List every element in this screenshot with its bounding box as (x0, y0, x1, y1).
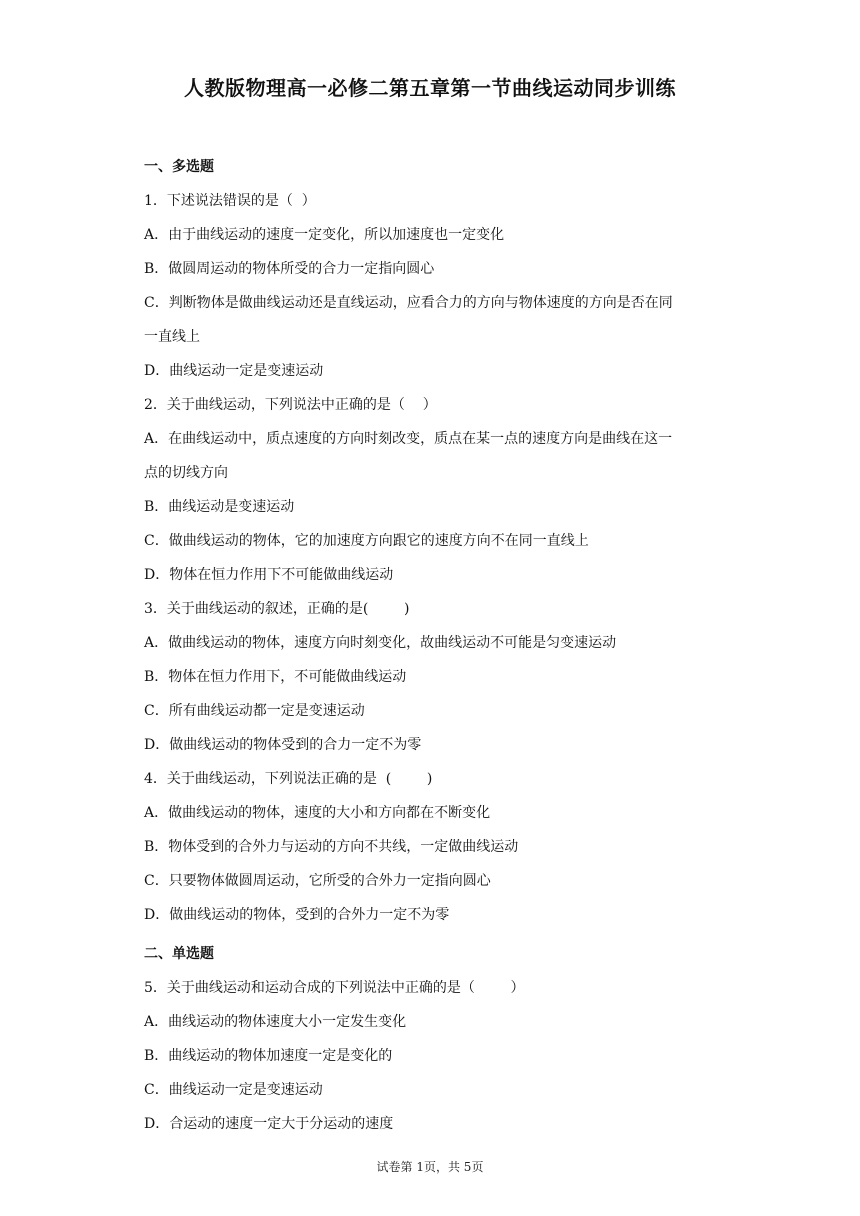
question-2: 2．关于曲线运动，下列说法中正确的是（ ） (144, 397, 437, 413)
question-1: 1．下述说法错误的是（ ） (144, 193, 316, 209)
q3-option-a: A．做曲线运动的物体，速度方向时刻变化，故曲线运动不可能是匀变速运动 (144, 635, 617, 651)
q1-option-b: B．做圆周运动的物体所受的合力一定指向圆心 (144, 261, 435, 277)
q3-option-d: D．做曲线运动的物体受到的合力一定不为零 (144, 737, 422, 753)
q2-option-a-continued: 点的切线方向 (144, 465, 228, 481)
q4-option-c: C．只要物体做圆周运动，它所受的合外力一定指向圆心 (144, 873, 491, 889)
section-single-choice (144, 943, 724, 1141)
q1-option-c: C．判断物体是做曲线运动还是直线运动，应看合力的方向与物体速度的方向是否在同 (144, 295, 673, 311)
question-4: 4．关于曲线运动，下列说法正确的是 ( ) (144, 771, 433, 787)
q2-option-c: C．做曲线运动的物体，它的加速度方向跟它的速度方向不在同一直线上 (144, 533, 589, 549)
q1-option-d: D．曲线运动一定是变速运动 (144, 363, 324, 379)
q3-option-c: C．所有曲线运动都一定是变速运动 (144, 703, 365, 719)
page-footer: 试卷第 1页，共 5页 (376, 1160, 484, 1174)
section-heading: 一、多选题 (144, 159, 214, 175)
q2-option-d: D．物体在恒力作用下不可能做曲线运动 (144, 567, 394, 583)
q2-option-b: B．曲线运动是变速运动 (144, 499, 295, 515)
q5-option-a: A．曲线运动的物体速度大小一定发生变化 (144, 1014, 407, 1030)
page-title: 人教版物理高一必修二第五章第一节曲线运动同步训练 (184, 76, 676, 100)
question-3: 3．关于曲线运动的叙述，正确的是( ) (144, 601, 410, 617)
q5-option-c: C．曲线运动一定是变速运动 (144, 1082, 323, 1098)
q1-option-c-continued: 一直线上 (144, 329, 200, 345)
q2-option-a: A．在曲线运动中，质点速度的方向时刻改变，质点在某一点的速度方向是曲线在这一 (144, 431, 673, 447)
q1-option-a: A．由于曲线运动的速度一定变化，所以加速度也一定变化 (144, 227, 505, 243)
q4-option-b: B．物体受到的合外力与运动的方向不共线，一定做曲线运动 (144, 839, 519, 855)
section-multiple-choice (144, 156, 724, 932)
q5-option-b: B．曲线运动的物体加速度一定是变化的 (144, 1048, 393, 1064)
q3-option-b: B．物体在恒力作用下，不可能做曲线运动 (144, 669, 407, 685)
q4-option-a: A．做曲线运动的物体，速度的大小和方向都在不断变化 (144, 805, 491, 821)
section-heading: 二、单选题 (144, 946, 214, 962)
q4-option-d: D．做曲线运动的物体，受到的合外力一定不为零 (144, 907, 450, 923)
q5-option-d: D．合运动的速度一定大于分运动的速度 (144, 1116, 394, 1132)
question-5: 5．关于曲线运动和运动合成的下列说法中正确的是（ ） (144, 980, 525, 996)
